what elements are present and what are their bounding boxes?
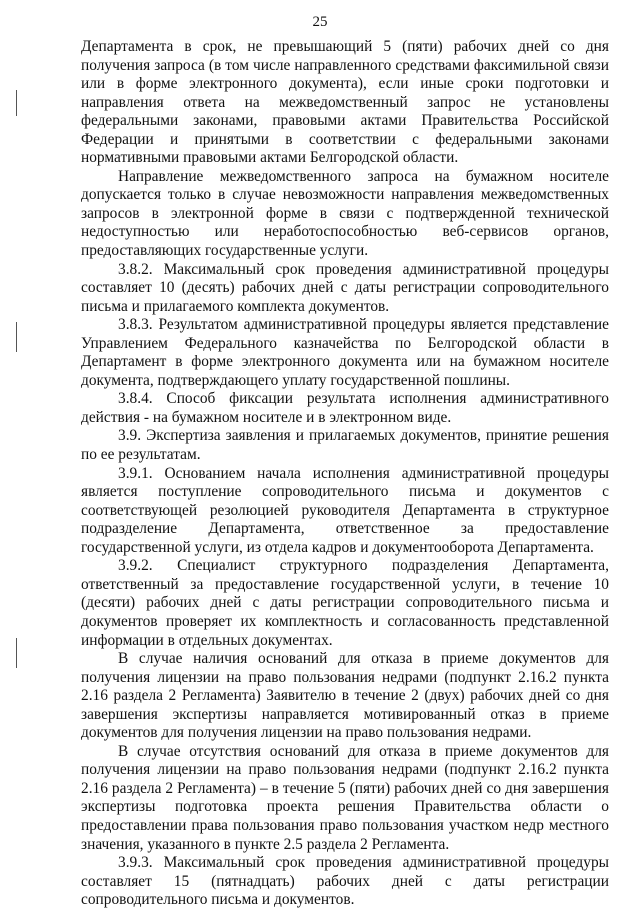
page-number: 25 xyxy=(312,14,328,30)
document-body xyxy=(81,38,609,910)
paragraph-3-9-1: 3.9.1. Основанием начала исполнения административной процедуры является поступление сопроводительного письма и документов с соответствующей резолюцией руководителя Департамента в структурное подразделение Департамента, ответственное за предоставление государственной услуги, из отдела кадров и документооборота Департамента. xyxy=(81,464,609,556)
paragraph-3-8-2: 3.8.2. Максимальный срок проведения административной процедуры составляет 10 (десять) рабочих дней с даты регистрации сопроводительного письма и прилагаемого комплекта документов. xyxy=(81,260,609,315)
paragraph-3-9-3: 3.9.3. Максимальный срок проведения административной процедуры составляет 15 (пятнадцать) рабочих дней с даты регистрации сопроводительного письма и документов. xyxy=(81,854,609,909)
paragraph-3-8-3: 3.8.3. Результатом административной процедуры является представление Управлением Федерального казначейства по Белгородской области в Департамент в форме электронного документа или на бумажном носителе документа, подтверждающего уплату государственной пошлины. xyxy=(81,316,609,389)
paragraph-continued: Департамента в срок, не превышающий 5 (пяти) рабочих дней со дня получения запроса (в том числе направленного средствами факсимильной связи или в форме электронного документа), если иные сроки подготовки и направления ответа на межведомственный запрос не установлены федеральными законами, правовыми актами Правительства Российской Федерации и принятыми в соответствии с федеральными законами нормативными правовыми актами Белгородской области. xyxy=(81,38,609,167)
paragraph-no-refusal-case: В случае отсутствия оснований для отказа в приеме документов для получения лицензии на право пользования недрами (подпункт 2.16.2 пункта 2.16 раздела 2 Регламента) – в течение 5 (пяти) рабочих дней со дня завершения экспертизы подготовка проекта решения Правительства области о предоставлении права пользования право пользования участком недр местного значения, указанного в пункте 2.5 раздела 2 Регламента. xyxy=(81,742,609,853)
margin-mark xyxy=(16,638,17,668)
margin-mark xyxy=(16,90,17,116)
paragraph-3-9-2: 3.9.2. Специалист структурного подразделения Департамента, ответственный за предоставление государственной услуги, в течение 10 (десяти) рабочих дней с даты регистрации сопроводительного письма и документов проверяет их комплектность и согласованность представленной информации в отдельных документах. xyxy=(81,557,609,649)
paragraph: Направление межведомственного запроса на бумажном носителе допускается только в случае невозможности направления межведомственных запросов в электронной форме в связи с подтвержденной технической недоступностью или неработоспособностью веб-сервисов органов, предоставляющих государственные услуги. xyxy=(81,167,609,260)
paragraph-refusal-case: В случае наличия оснований для отказа в приеме документов для получения лицензии на право пользования недрами (подпункт 2.16.2 пункта 2.16 раздела 2 Регламента) Заявителю в течение 2 (двух) рабочих дней со дня завершения экспертизы направляется мотивированный отказ в приеме документов для получения лицензии на право пользования недрами. xyxy=(81,650,609,742)
paragraph-3-8-4: 3.8.4. Способ фиксации результата исполнения административного действия - на бумажном носителе и в электронном виде. xyxy=(81,390,609,426)
margin-mark xyxy=(16,322,17,352)
paragraph-3-9: 3.9. Экспертиза заявления и прилагаемых документов, принятие решения по ее результатам. xyxy=(81,427,609,464)
